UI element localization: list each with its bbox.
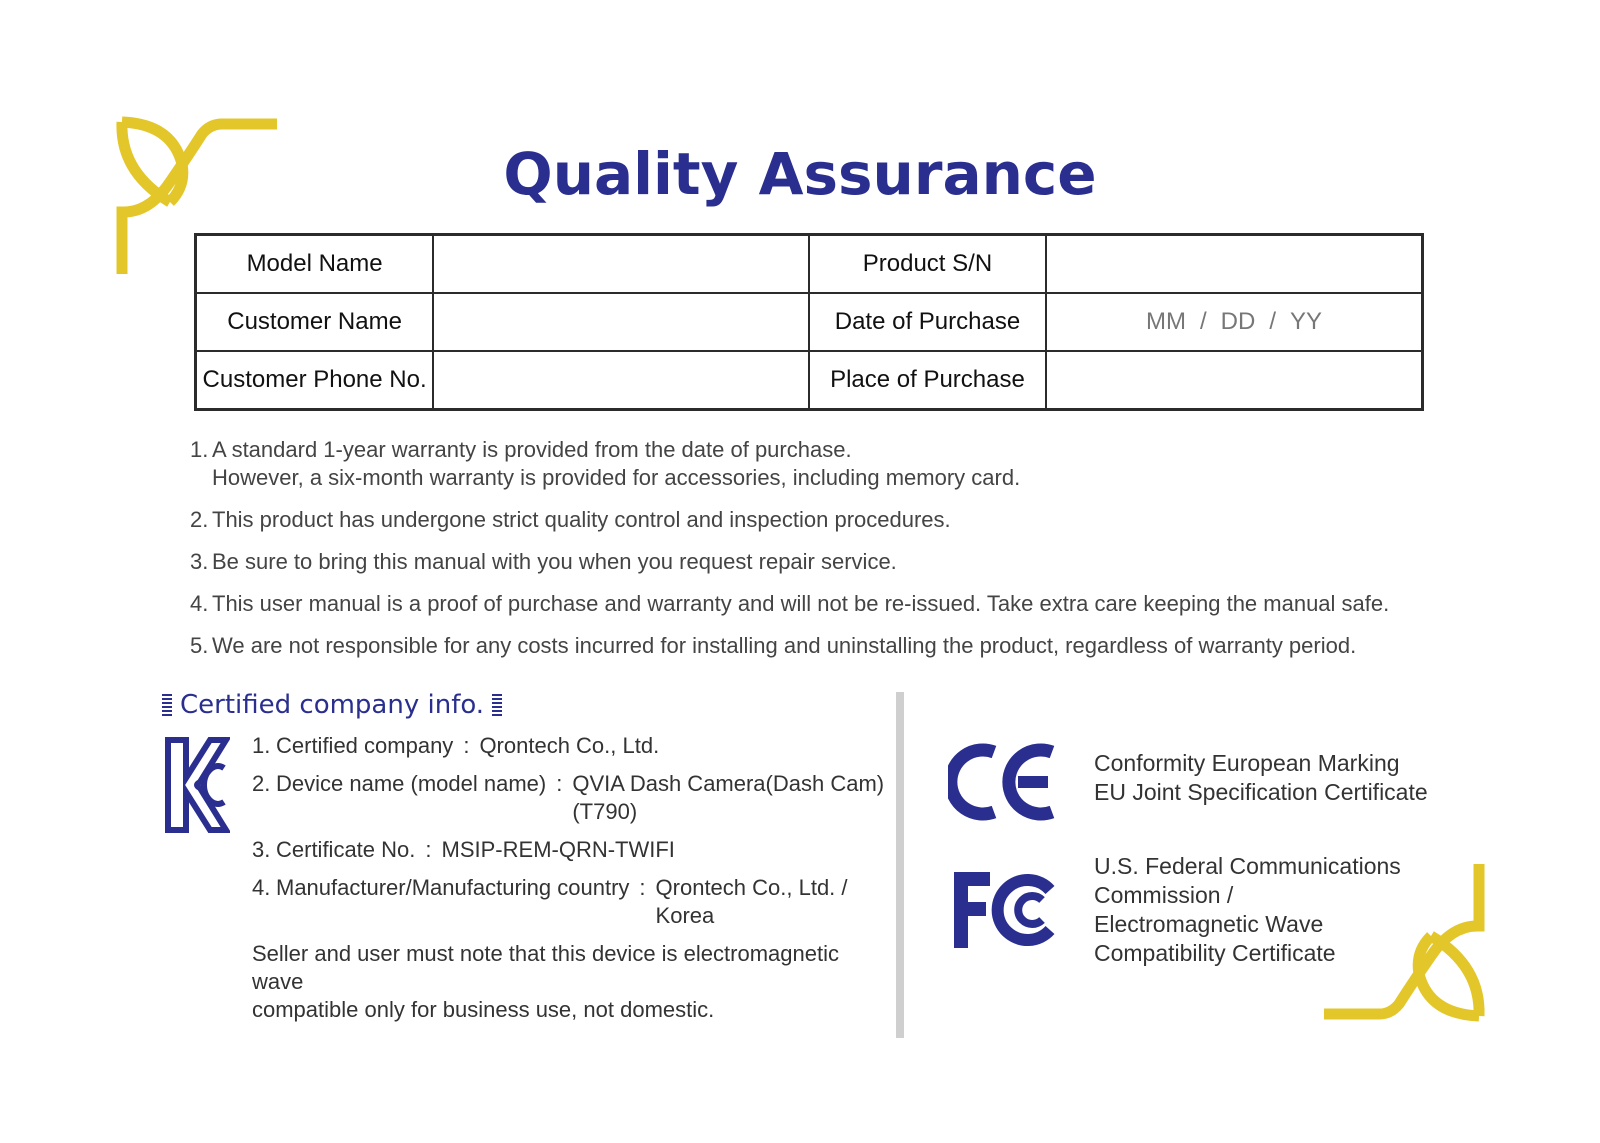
date-separator: /: [1200, 308, 1207, 335]
electromagnetic-note-text: compatible only for business use, not domestic.: [252, 997, 715, 1022]
customer-name-label: Customer Name: [196, 293, 434, 351]
vertical-divider: [896, 692, 904, 1038]
warranty-notes: [190, 436, 1430, 674]
ce-description-text: EU Joint Specification Certificate: [1094, 779, 1428, 805]
cert-item-label: Certificate No.: [276, 837, 416, 862]
note-number: 2.: [190, 507, 209, 532]
cert-item-colon: :: [463, 733, 470, 758]
product-sn-field[interactable]: [1046, 235, 1422, 294]
certified-heading-text: Certified company info.: [180, 690, 485, 720]
note-number: 1.: [190, 437, 209, 462]
note-text: A standard 1-year warranty is provided from the date of purchase.: [212, 437, 852, 462]
certified-info-list: [252, 732, 892, 1024]
cert-item-value: [656, 874, 892, 930]
note-item: [190, 590, 1430, 618]
cert-item-colon: :: [639, 875, 646, 900]
cert-item-value-text: (T790): [572, 799, 638, 824]
note-item: [190, 632, 1430, 660]
cert-item-label: Device name (model name): [276, 771, 547, 796]
place-of-purchase-field[interactable]: [1046, 351, 1422, 410]
note-text-continued: However, a six-month warranty is provided for accessories, including memory card.: [212, 465, 1021, 490]
place-of-purchase-label: Place of Purchase: [809, 351, 1046, 410]
fcc-description-text: Compatibility Certificate: [1094, 940, 1336, 966]
quality-assurance-form: [194, 233, 1424, 411]
date-of-purchase-field[interactable]: [1046, 293, 1422, 351]
cert-item: [252, 874, 892, 930]
note-item: [190, 436, 1430, 492]
date-separator: /: [1269, 308, 1277, 335]
electromagnetic-note: [252, 940, 852, 1024]
cert-item-colon: :: [425, 837, 432, 862]
cert-item-value-text: Qrontech Co., Ltd. /: [655, 875, 848, 900]
note-item: [190, 506, 1430, 534]
cert-item-number: 3.: [252, 837, 271, 862]
customer-phone-label: Customer Phone No.: [196, 351, 434, 410]
note-number: 4.: [190, 591, 209, 616]
fcc-description-text: Electromagnetic Wave: [1094, 911, 1324, 937]
cert-item-value: [442, 836, 892, 864]
cert-item-value-text: Qrontech Co., Ltd.: [479, 733, 660, 758]
cert-item-value-text: QVIA Dash Camera(Dash Cam): [572, 771, 885, 796]
cert-item-number: 1.: [252, 733, 271, 758]
model-name-label: Model Name: [196, 235, 434, 294]
cert-item-value-text: Korea: [655, 903, 715, 928]
note-text: This product has undergone strict quality control and inspection procedures.: [212, 507, 951, 532]
fcc-description-text: Commission /: [1094, 882, 1234, 908]
page-title: Quality Assurance: [503, 140, 1097, 208]
note-text: This user manual is a proof of purchase and warranty and will not be re-issued. Take extra care keeping the manual safe.: [212, 591, 1390, 616]
cert-item-number: 4.: [252, 875, 271, 900]
fcc-description-text: U.S. Federal Communications: [1094, 853, 1401, 879]
model-name-field[interactable]: [433, 235, 809, 294]
note-text: We are not responsible for any costs incurred for installing and uninstalling the product, regardless of warranty period.: [212, 633, 1357, 658]
ce-description: [1094, 749, 1428, 807]
certified-heading: [162, 690, 510, 720]
heading-bracket-icon: [162, 694, 172, 716]
cert-item: [252, 836, 892, 864]
note-text: Be sure to bring this manual with you when you request repair service.: [212, 549, 897, 574]
cert-item-number: 2.: [252, 771, 271, 796]
customer-phone-field[interactable]: [433, 351, 809, 410]
customer-name-field[interactable]: [433, 293, 809, 351]
date-of-purchase-label: Date of Purchase: [809, 293, 1046, 351]
cert-item-label: Certified company: [276, 733, 454, 758]
note-number: 3.: [190, 549, 209, 574]
date-dd-placeholder: DD: [1220, 308, 1256, 335]
cert-item-label: Manufacturer/Manufacturing country: [276, 875, 630, 900]
cert-item: [252, 770, 892, 826]
ce-mark-logo-icon: [948, 740, 1058, 824]
date-yy-placeholder: YY: [1290, 308, 1323, 335]
cert-item-colon: :: [556, 771, 563, 796]
electromagnetic-note-text: Seller and user must note that this device is electromagnetic wave: [252, 941, 839, 994]
heading-bracket-icon: [492, 694, 502, 716]
date-mm-placeholder: MM: [1146, 308, 1186, 335]
fcc-description: [1094, 852, 1434, 968]
note-item: [190, 548, 1430, 576]
cert-item: [252, 732, 892, 760]
product-sn-label: Product S/N: [809, 235, 1046, 294]
cert-item-value: [572, 770, 892, 826]
cert-item-value: [479, 732, 892, 760]
fcc-logo-icon: [950, 868, 1060, 952]
note-number: 5.: [190, 633, 209, 658]
kc-certification-logo-icon: [164, 736, 230, 834]
cert-item-value-text: MSIP-REM-QRN-TWIFI: [441, 837, 675, 862]
ce-description-text: Conformity European Marking: [1094, 750, 1400, 776]
